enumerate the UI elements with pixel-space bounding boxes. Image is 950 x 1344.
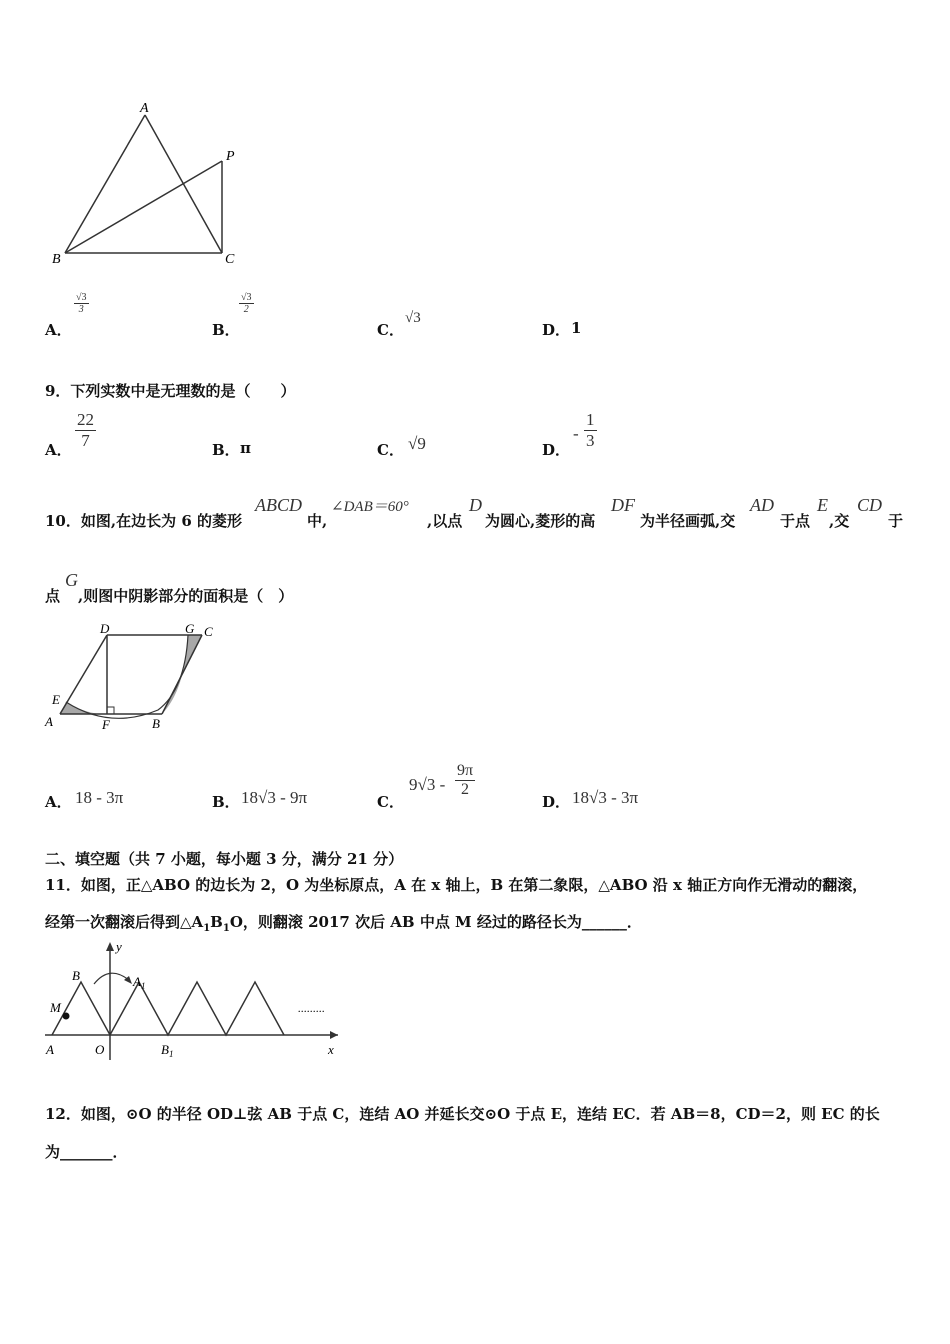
vertex-label-a: A	[140, 101, 149, 116]
q10-option-b-value: 18√3 - 9π	[241, 788, 308, 807]
point-label-b1-sub: 1	[168, 1049, 174, 1059]
continuation-dots: .........	[298, 1001, 325, 1015]
triangle-label-a1-sub: 1	[140, 981, 146, 991]
q12-line2: 为_______．	[45, 1143, 128, 1161]
q12-line1: 12．如图，⊙O 的半径 OD⊥弦 AB 于点 C，连结 AO 并延长交⊙O 于点 E，连结 EC．若 AB＝8，CD＝2，则 EC 的长	[45, 1105, 880, 1123]
q8-option-d-label: D．	[542, 321, 571, 339]
q10-math-d: D	[469, 495, 482, 515]
q10-stem-line1	[45, 492, 915, 532]
vertex-label-b: B	[52, 252, 61, 267]
q8-option-b-label: B．	[212, 321, 240, 339]
q9-option-d-sign: -	[573, 424, 579, 443]
triangle-label-a1	[132, 974, 145, 991]
q10-math-e: E	[817, 495, 828, 515]
q9-option-d-label: D．	[542, 441, 571, 459]
point-label-m: M	[50, 1000, 61, 1015]
q10-option-d-value: 18√3 - 3π	[572, 788, 639, 807]
q11-sub-2: 1	[222, 923, 230, 934]
q10-c-numerator: 9π	[457, 762, 474, 779]
q8-option-b-value	[239, 292, 254, 315]
q9-stem: 9．下列实数中是无理数的是（ ）	[45, 382, 296, 400]
q8-option-c-label: C．	[377, 321, 404, 339]
q8-option-a-value	[74, 292, 89, 315]
q9-option-c-value: √9	[408, 434, 426, 453]
q10-text-4: 为圆心,菱形的高	[485, 512, 596, 530]
point-label-b1	[161, 1042, 173, 1059]
rhombus-figure-q10	[40, 622, 230, 734]
q9-option-a-value	[75, 410, 96, 451]
q11-line1: 11．如图，正△ABO 的边长为 2，O 为坐标原点，A 在 x 轴上，B 在第二象限，△ABO 沿 x 轴正方向作无滑动的翻滚，	[45, 876, 868, 894]
q9-option-b-value: π	[240, 439, 251, 457]
triangle-label-b: B	[72, 968, 80, 983]
q9-d-numerator: 1	[586, 410, 595, 429]
q8-option-a-label: A．	[45, 321, 72, 339]
q10-text-10: ,则图中阴影部分的面积是（ ）	[78, 587, 294, 605]
rhombus-label-e: E	[52, 692, 60, 707]
origin-label-o: O	[95, 1042, 105, 1057]
q10-option-d-label: D．	[542, 793, 571, 811]
q10-option-b-label: B．	[212, 793, 240, 811]
q10-math-df: DF	[611, 495, 635, 515]
axis-label-y: y	[116, 939, 122, 954]
q10-option-c-fraction	[455, 762, 475, 799]
point-label-b1-main: B	[161, 1042, 169, 1057]
q10-text-1: 10．如图,在边长为 6 的菱形	[45, 512, 242, 530]
q10-math-ad: AD	[750, 495, 774, 515]
q8-option-c-value: √3	[405, 310, 421, 326]
triangle-figure-q8	[40, 95, 260, 275]
q9-a-numerator: 22	[77, 410, 94, 429]
q10-text-8: 于	[888, 512, 904, 530]
section-title-fill-in: 二、填空题（共 7 小题，每小题 3 分，满分 21 分）	[45, 850, 404, 868]
q11-line2-a: 经第一次翻滚后得到△A	[45, 913, 204, 931]
q10-math-cd: CD	[857, 495, 883, 515]
q8-a-numerator: √3	[76, 292, 87, 303]
q10-option-c-prefix: 9√3 -	[409, 775, 446, 794]
vertex-label-c: C	[225, 252, 235, 267]
q9-option-b-label: B．	[212, 441, 240, 459]
rhombus-label-b: B	[152, 716, 160, 731]
q10-math-g: G	[65, 570, 78, 590]
q8-a-denominator: 3	[78, 304, 84, 315]
rolling-triangle-figure-q11	[40, 938, 345, 1066]
rhombus-label-f: F	[102, 717, 110, 732]
rhombus-label-d: D	[100, 622, 110, 636]
q8-b-numerator: √3	[241, 292, 252, 303]
vertex-label-p: P	[226, 149, 235, 164]
q9-option-d-value	[584, 410, 597, 451]
q10-math-abcd: ABCD	[255, 495, 302, 515]
q11-line2-c: O，则翻滚 2017 次后 AB 中点 M 经过的路径长为______．	[229, 913, 642, 931]
q11-line2-b: B	[210, 913, 223, 931]
q9-a-denominator: 7	[81, 431, 90, 450]
q8-option-d-value: 1	[571, 319, 582, 337]
q10-math-angle: ∠DAB＝60°	[331, 499, 409, 515]
q10-c-denominator: 2	[461, 781, 470, 798]
q10-text-6: 于点	[780, 512, 811, 530]
q11-line2	[45, 911, 642, 934]
triangle-label-a1-main: A	[133, 974, 141, 989]
q10-text-9: 点	[45, 587, 61, 605]
q10-text-7: ,交	[829, 512, 850, 530]
q10-option-c-label: C．	[377, 793, 404, 811]
axis-label-x: x	[328, 1042, 334, 1057]
q10-option-a-value: 18 - 3π	[75, 788, 124, 807]
q8-options	[45, 292, 945, 342]
q10-option-a-label: A．	[45, 793, 72, 811]
q10-stem-line2	[45, 568, 445, 608]
q10-text-2: 中,	[307, 512, 328, 530]
q9-d-denominator: 3	[586, 431, 595, 450]
q11-sub-1: 1	[203, 923, 211, 934]
q9-options	[45, 410, 945, 465]
q9-option-a-label: A．	[45, 441, 72, 459]
q10-text-5: 为半径画弧,交	[640, 512, 736, 530]
q10-text-3: ,以点	[427, 512, 463, 530]
q10-options	[45, 760, 945, 810]
q8-b-denominator: 2	[243, 304, 249, 315]
point-label-a: A	[46, 1042, 54, 1057]
rhombus-label-g: G	[185, 622, 195, 636]
q9-option-c-label: C．	[377, 441, 404, 459]
rhombus-label-a: A	[45, 714, 53, 729]
rhombus-label-c: C	[204, 624, 213, 639]
